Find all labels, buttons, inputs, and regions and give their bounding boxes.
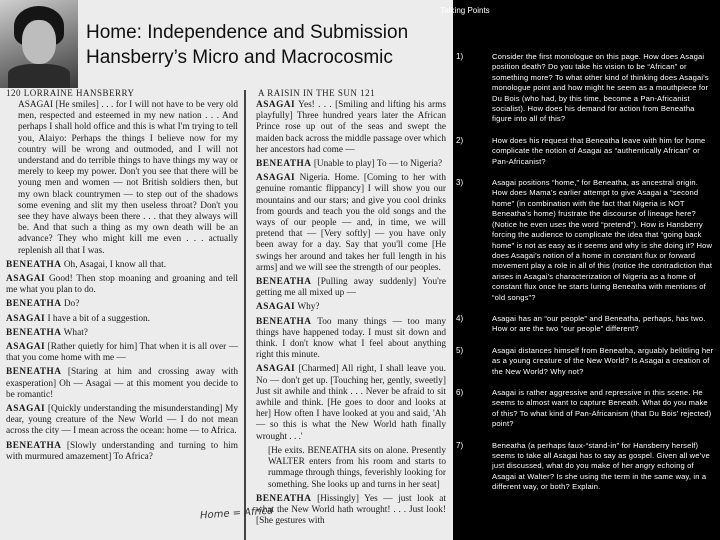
slide-title-line-2: Hansberry’s Micro and Macrocosmic <box>86 47 393 68</box>
script-line <box>6 274 238 296</box>
script-line <box>256 159 446 170</box>
speaker-name: BENEATHA <box>6 440 62 451</box>
talking-points-header: Talking Points <box>440 6 490 15</box>
handwritten-margin-note: Home = Africa <box>199 505 274 522</box>
page-gutter <box>244 90 246 540</box>
line-text: [Rather quietly for him] That when it is all over — that you come home with me — <box>6 342 238 364</box>
speaker-name: BENEATHA <box>6 259 62 270</box>
line-text: [Quickly understanding the misunderstanding] My dear, young creature of the New World — I do not mean across the city — I mean across the ocean: home — to Africa. <box>6 404 238 437</box>
script-line <box>6 314 238 325</box>
talking-point-number: 6) <box>456 387 464 397</box>
script-line <box>256 173 446 274</box>
speaker-name: ASAGAI <box>256 173 296 184</box>
talking-point-text: Beneatha (a perhaps faux-“stand-in” for Hansberry herself) seems to take all Asagai has to say as gospel. Given all we’ve just discussed, what do you make of her angry echoing of Asagai at Walter? Is she using the term in the same way, in a different way, or both? Explain. <box>492 440 710 492</box>
script-line <box>256 317 446 362</box>
talking-point-number: 2) <box>456 135 464 145</box>
line-text: Oh, Asagai, I know all that. <box>63 259 167 270</box>
talking-point-number: 7) <box>456 440 464 450</box>
talking-point-item <box>456 178 716 303</box>
talking-point-number: 3) <box>456 178 464 188</box>
talking-point-text: Asagai distances himself from Beneatha, arguably belittling her as a young creature of the New World? Is Asagai a creation of the New World? Why not? <box>492 345 714 376</box>
speaker-name: ASAGAI <box>6 404 46 415</box>
speaker-name: ASAGAI <box>6 274 46 285</box>
line-text: Good! Then stop moaning and groaning and tell me what you plan to do. <box>6 274 238 296</box>
talking-point-item <box>456 52 716 125</box>
line-text: Yes! . . . [Smiling and lifting his arms playfully] Three hundred years later the African Prince rose up out of the seas and swept the maiden back across the middle passage over which her ancestors had come — <box>256 100 446 155</box>
talking-point-item <box>456 136 716 167</box>
speaker-name: BENEATHA <box>6 367 62 378</box>
script-line <box>256 277 446 299</box>
script-line <box>6 367 238 401</box>
right-running-head: A RAISIN IN THE SUN 121 <box>258 88 376 98</box>
talking-point-item <box>456 314 716 335</box>
talking-point-number: 5) <box>456 345 464 355</box>
line-text: [Hissingly] Yes — just look at what the New World hath wrought! . . . Just look! [She gestures with <box>256 493 447 527</box>
talking-point-text: Asagai positions “home,” for Beneatha, as ancestral origin. How does Mama’s earlier attempt to give Asagai a “second home” (in combination with the fact that Nigeria is NOT Beneatha’s home) frustrate the discourse of lineage here? (Notice he even uses the word “pretend”). How is Hansberry forcing the audience to complicate the idea that “going back home” is not as easy as it seems and why is she doing it? How does Asagai’s notion of a home in constant flux or forward movement play a role in all of this (notice the contradiction that arises in Asagai’s characterization of Nigeria as a home of constant flux once he starts luring Beneatha with mentions of “old songs”? <box>492 178 713 302</box>
script-line <box>256 100 446 156</box>
speaker-name: BENEATHA <box>6 327 62 338</box>
talking-point-item <box>456 388 716 430</box>
script-line <box>6 260 238 271</box>
speaker-name: BENEATHA <box>256 159 312 170</box>
talking-point-item <box>456 346 716 377</box>
script-line <box>6 404 238 438</box>
left-running-head: 120 LORRAINE HANSBERRY <box>6 88 135 98</box>
line-text: [Unable to play] To — to Nigeria? <box>313 159 443 170</box>
speaker-name: ASAGAI <box>256 364 296 375</box>
line-text: Nigeria. Home. [Coming to her with genuine romantic flippancy] I will show you our mountains and our stars; and give you cool drinks from gourds and teach you the old songs and the ways of our people — and, in time, we will pretend that — [Very softly] — you have only been away for a day. Say that you'll come [He swings her around and takes her full length in his arms] and we will see the strength of our peoples. <box>256 173 446 273</box>
speaker-name: BENEATHA <box>256 493 312 504</box>
speaker-name: BENEATHA <box>256 277 312 288</box>
script-line <box>256 446 446 491</box>
speaker-name: BENEATHA <box>256 316 312 327</box>
talking-points-list <box>456 52 716 504</box>
talking-point-text: How does his request that Beneatha leave with him for home complicate the notion of Asagai as “authentically African” or Pan-Africanist? <box>492 135 706 166</box>
book-right-column <box>256 100 446 530</box>
line-text: ASAGAI [He smiles] . . . for I will not have to be very old men, respected and esteemed in my new nation . . . And perhaps I shall hold office and this is what I'm trying to tell you, Alaiyo: Perhaps the things I believe now for my country will be wrong and outmoded, and I will not understand and do terrible things to have things my way or merely to keep my power. Don't you see that there will be young men and women — not British soldiers then, but my own black countrymen — to step out of the shadows some evening and slit my then useless throat? Don't you see they have always been there . . . that they always will be. And that such a thing as my own death will be an advance? They who might kill me even . . . actually replenish all that I was. <box>18 100 238 256</box>
talking-point-number: 1) <box>456 52 464 61</box>
line-text: [Slowly understanding and turning to him with murmured amazement] To Africa? <box>6 440 238 462</box>
line-text: [Staring at him and crossing away with exasperation] Oh — Asagai — at this moment you decide to be romantic! <box>6 367 238 400</box>
talking-point-item <box>456 441 716 493</box>
line-text: I have a bit of a suggestion. <box>47 313 150 324</box>
book-left-column <box>6 100 238 466</box>
line-text: [Charmed] All right, I shall leave you. No — don't get up. [Touching her, gently, sweetly] Just sit awhile and think . . . Never be afraid to sit awhile and think. [He goes to door and looks at her] How often I have looked at you and said, 'Ah — so this is what the New World hath finally wrought . . .' <box>256 364 447 442</box>
line-text: [He exits. BENEATHA sits on alone. Presently WALTER enters from his room and starts to rummage through things, feverishly looking for something. She looks up and turns in her seat] <box>268 445 446 490</box>
speaker-name: BENEATHA <box>6 299 62 310</box>
script-line <box>256 364 446 442</box>
script-line <box>6 299 238 310</box>
script-line <box>6 100 238 257</box>
slide-title <box>86 20 446 70</box>
talking-point-number: 4) <box>456 313 464 323</box>
script-line <box>6 342 238 364</box>
line-text: [Pulling away suddenly] You're getting me all mixed up — <box>256 277 446 299</box>
author-portrait <box>0 0 78 88</box>
script-line <box>256 494 446 528</box>
script-line <box>6 441 238 463</box>
talking-point-text: Consider the first monologue on this page. How does Asagai position death? Do you take his vision to be “African” or something more? To what other kind of thinking does Asagai’s monologue point and how might he seem as a mouthpiece for Du Bois (who had, by this time, become a Pan-Africanist socialist). How does his demand for action from Beneatha figure into all of this? <box>492 52 709 124</box>
slide-title-line-1: Home: Independence and Submission <box>86 22 409 43</box>
talking-point-text: Asagai is rather aggressive and repressive in this scene. He seems to almost want to capture Beneath. What do you make of this? To what kind of Pan-Africanism (that Du Bois’ rejected) point? <box>492 387 712 429</box>
speaker-name: ASAGAI <box>256 100 296 110</box>
line-text: What? <box>63 327 88 338</box>
talking-point-text: Asagai has an “our people” and Beneatha, perhaps, has two. How or are the two “our people” different? <box>492 313 706 334</box>
line-text: Do? <box>63 299 80 310</box>
speaker-name: ASAGAI <box>6 313 46 324</box>
line-text: Too many things — too many things have happened today. I must sit down and think. I don't know what I feel about anything right this minute. <box>256 316 446 361</box>
script-line <box>6 328 238 339</box>
script-line <box>256 302 446 313</box>
line-text: Why? <box>297 302 320 313</box>
speaker-name: ASAGAI <box>6 342 46 353</box>
speaker-name: ASAGAI <box>256 302 296 313</box>
